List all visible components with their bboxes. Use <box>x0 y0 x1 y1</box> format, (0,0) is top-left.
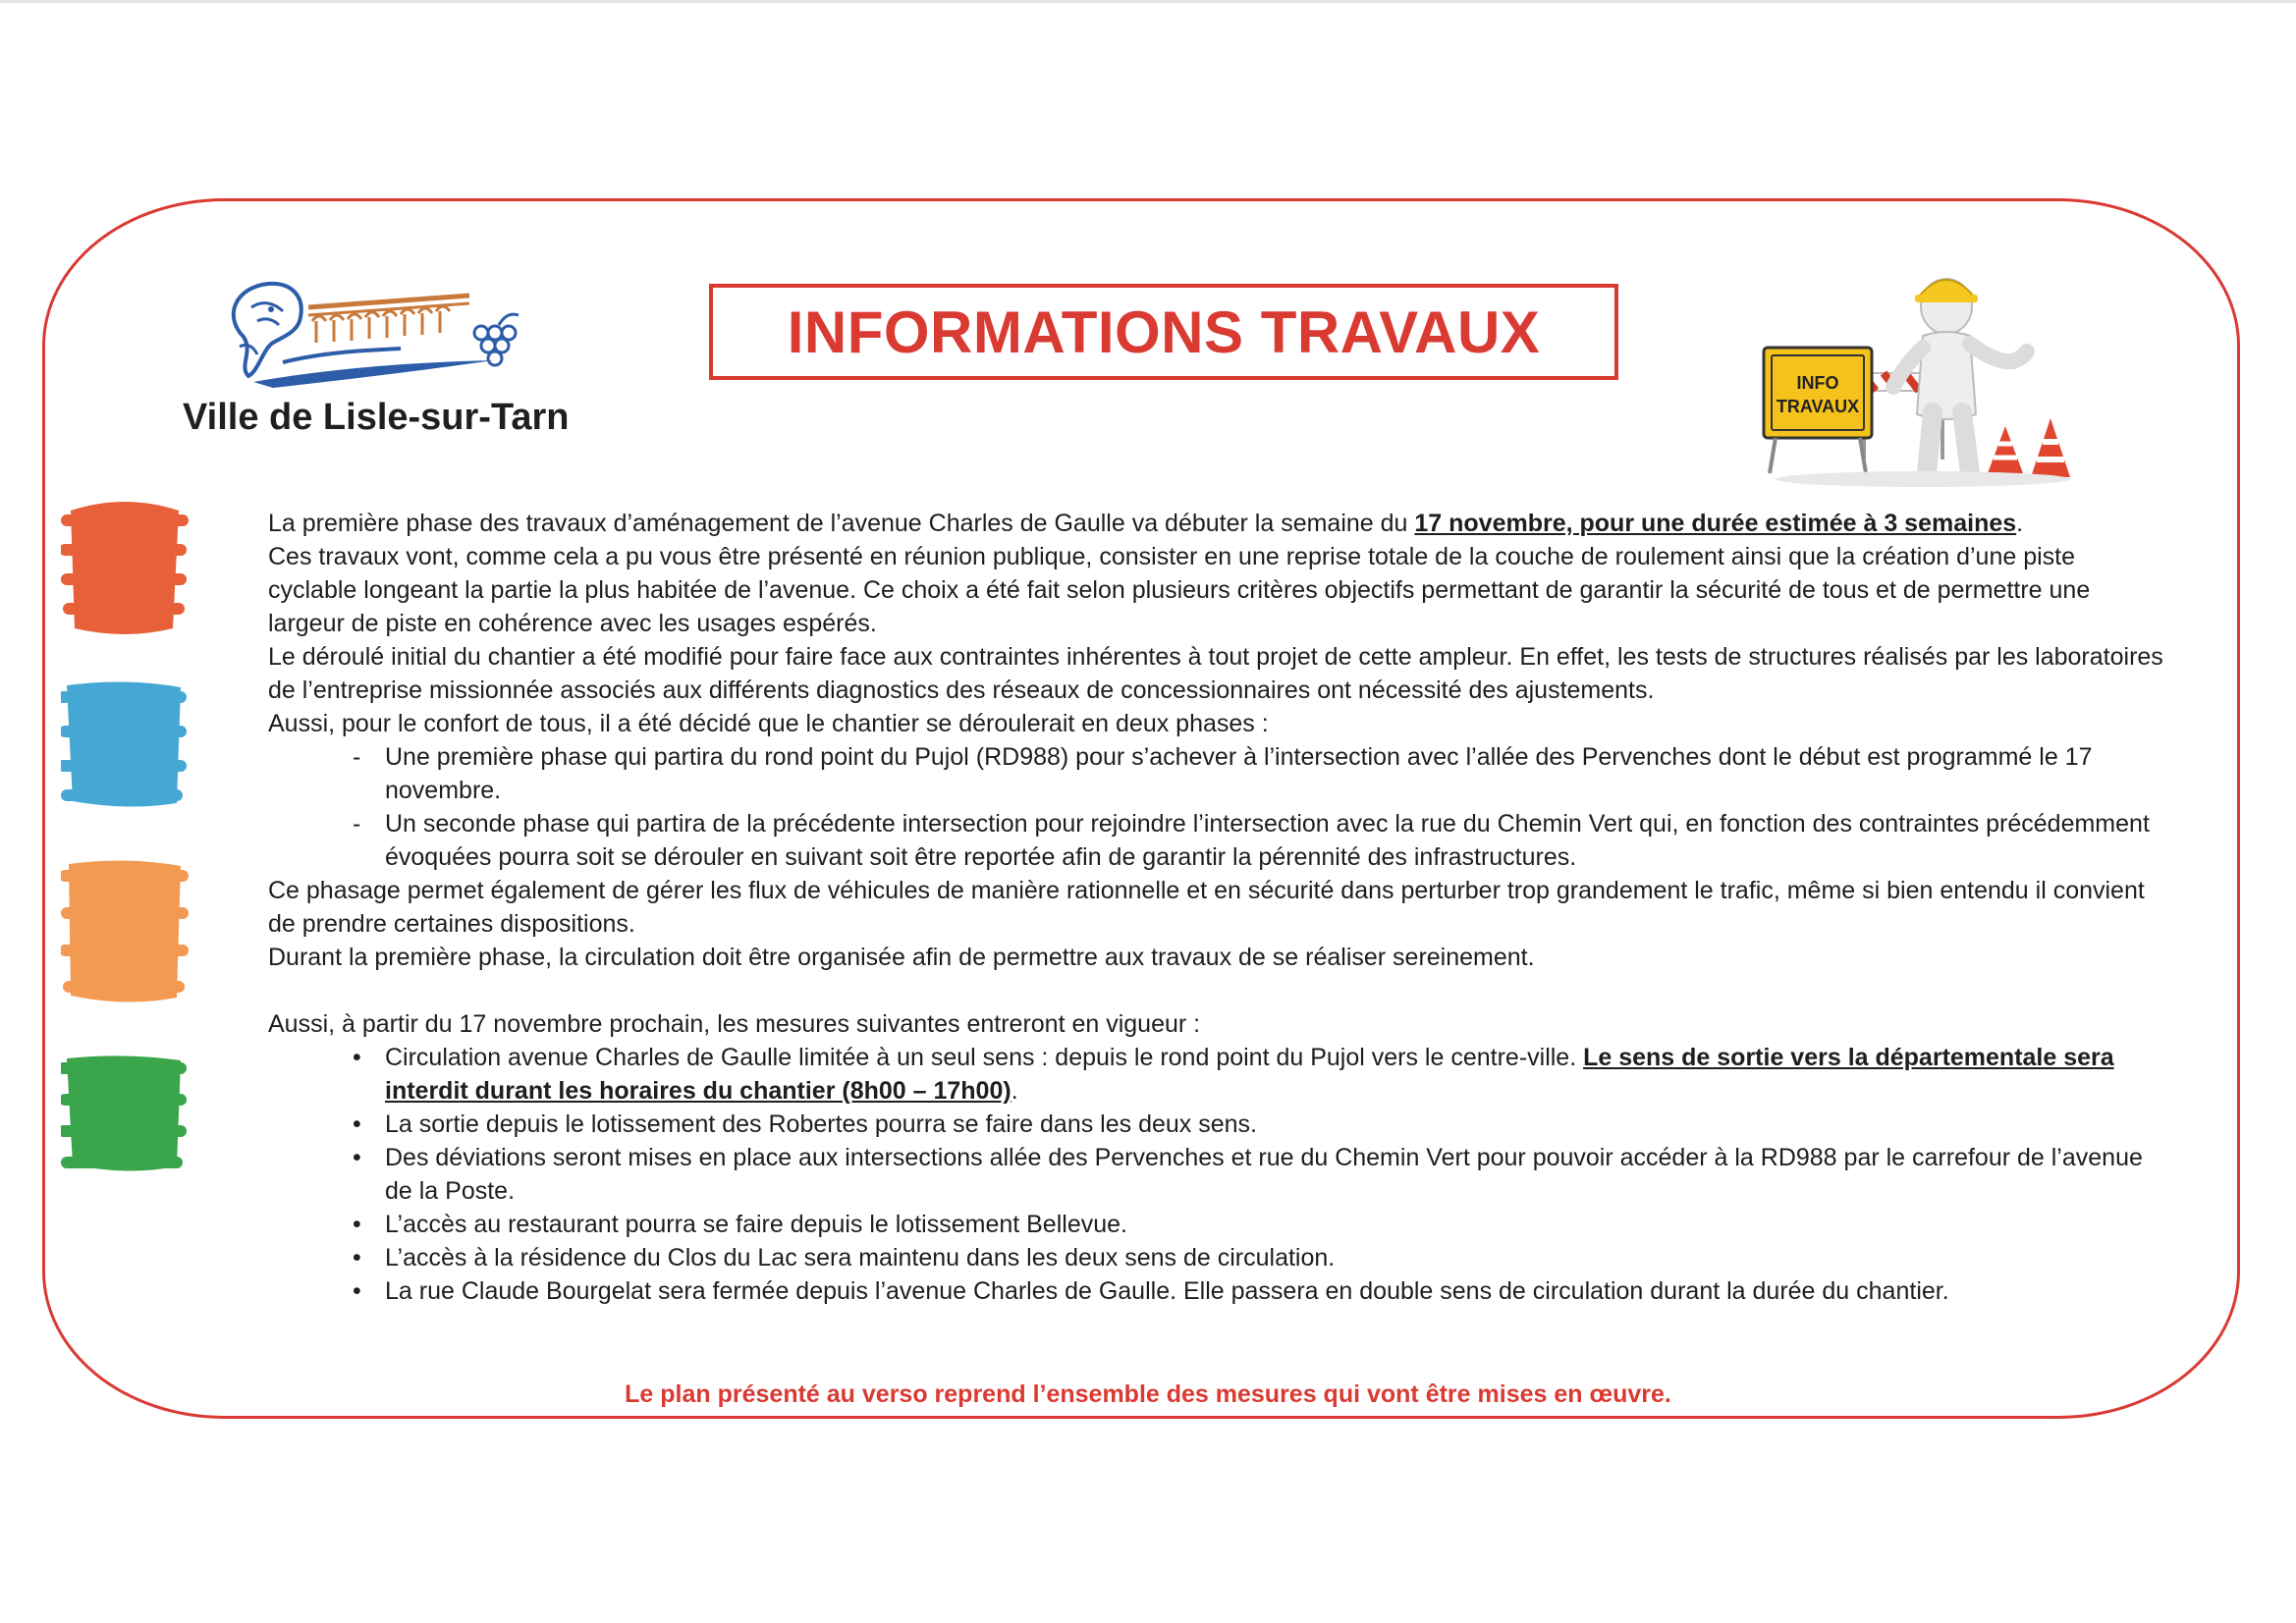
phases-list <box>268 740 2163 874</box>
town-name: Ville de Lisle-sur-Tarn <box>183 397 570 438</box>
scan-edge-line <box>0 0 2296 3</box>
exit-restriction-highlight: Le sens de sortie vers la départementale sera interdit durant les horaires du chantier (8h00 – 17h00) <box>385 1044 2114 1105</box>
sign-line-1: INFO <box>1796 373 1839 393</box>
page-title: INFORMATIONS TRAVAUX <box>787 298 1541 365</box>
green-stroke <box>63 1055 181 1170</box>
list-item: - Un seconde phase qui partira de la précédente intersection pour rejoindre l’intersection avec la rue du Chemin Vert qui, en fonction des contraintes précédemment évoquées pourra soit se dérouler en suivant soit être reportée afin de garantir la pérennité des infrastructures. <box>268 807 2163 874</box>
footer-note: Le plan présenté au verso reprend l’ensemble des mesures qui vont être mises en œuvre. <box>625 1380 1671 1408</box>
dash-marker: - <box>353 810 361 838</box>
bullet-marker: • <box>353 1044 361 1071</box>
list-item: • L’accès au restaurant pourra se faire depuis le lotissement Bellevue. <box>268 1208 2163 1241</box>
bullet-marker: • <box>353 1277 361 1305</box>
title-banner <box>709 284 1618 380</box>
schedule-change-paragraph: Le déroulé initial du chantier a été modifié pour faire face aux contraintes inhérentes à tout projet de cette ampleur. En effet, les tests de structures réalisés par les laboratoires de l’entreprise missionnée associés aux différents diagnostics des réseaux de concessionnaires ont nécessité des ajustements. <box>268 643 2163 704</box>
works-description: Ces travaux vont, comme cela a pu vous être présenté en réunion publique, consister en une reprise totale de la couche de roulement ainsi que la création d’une piste cyclable longeant la partie la plus habitée de l’avenue. Ce choix a été fait selon plusieurs critères objectifs permettant de garantir la sécurité de tous et de permettre une largeur de piste en cohérence avec les usages espérés. <box>268 543 2091 637</box>
bullet-marker: • <box>353 1110 361 1138</box>
list-item: - Une première phase qui partira du rond point du Pujol (RD988) pour s’achever à l’intersection avec l’allée des Pervenches dont le début est programmé le 17 novembre. <box>268 740 2163 807</box>
phases-intro: Aussi, pour le confort de tous, il a été décidé que le chantier se déroulerait en deux phases : <box>268 710 1269 737</box>
notice-body <box>268 507 2163 1308</box>
construction-worker-illustration <box>1746 257 2100 499</box>
list-item: • La rue Claude Bourgelat sera fermée depuis l’avenue Charles de Gaulle. Elle passera en double sens de circulation durant la durée du chantier. <box>268 1274 2163 1308</box>
bullet-marker: • <box>353 1144 361 1171</box>
first-phase-paragraph: Durant la première phase, la circulation doit être organisée afin de permettre aux travaux de se réaliser sereinement. <box>268 944 1535 971</box>
measures-list <box>268 1041 2163 1308</box>
list-item: • Des déviations seront mises en place aux intersections allée des Pervenches et rue du Chemin Vert pour pouvoir accéder à la RD988 par le carrefour de l’avenue de la Poste. <box>268 1141 2163 1208</box>
start-date-highlight: 17 novembre, pour une durée estimée à 3 semaines <box>1414 510 2017 537</box>
list-item: • Circulation avenue Charles de Gaulle limitée à un seul sens : depuis le rond point du Pujol vers le centre-ville. Le sens de sortie vers la départementale sera interdit durant les horaires du chantier (8h00 – 17h00). <box>268 1041 2163 1108</box>
measures-intro: Aussi, à partir du 17 novembre prochain, les mesures suivantes entreront en vigueur : <box>268 1010 1201 1038</box>
list-item: • La sortie depuis le lotissement des Robertes pourra se faire dans les deux sens. <box>268 1108 2163 1141</box>
bullet-marker: • <box>353 1211 361 1238</box>
sign-line-2: TRAVAUX <box>1776 397 1860 416</box>
blue-stroke <box>63 681 181 806</box>
decorative-color-strokes <box>61 491 189 1198</box>
list-item: • L’accès à la résidence du Clos du Lac sera maintenu dans les deux sens de circulation. <box>268 1241 2163 1274</box>
intro-paragraph: La première phase des travaux d’aménagement de l’avenue Charles de Gaulle va débuter la semaine du 17 novembre, pour une durée estimée à 3 semaines. <box>268 510 2024 537</box>
traffic-paragraph: Ce phasage permet également de gérer les flux de véhicules de manière rationnelle et en sécurité dans perturber trop grandement le trafic, même si bien entendu il convient de prendre certaines dispositions. <box>268 877 2145 938</box>
dash-marker: - <box>353 743 361 771</box>
orange-red-stroke <box>65 502 183 634</box>
town-logo <box>214 278 548 394</box>
bullet-marker: • <box>353 1244 361 1271</box>
light-orange-stroke <box>65 860 183 1001</box>
spacer <box>268 974 2163 1007</box>
